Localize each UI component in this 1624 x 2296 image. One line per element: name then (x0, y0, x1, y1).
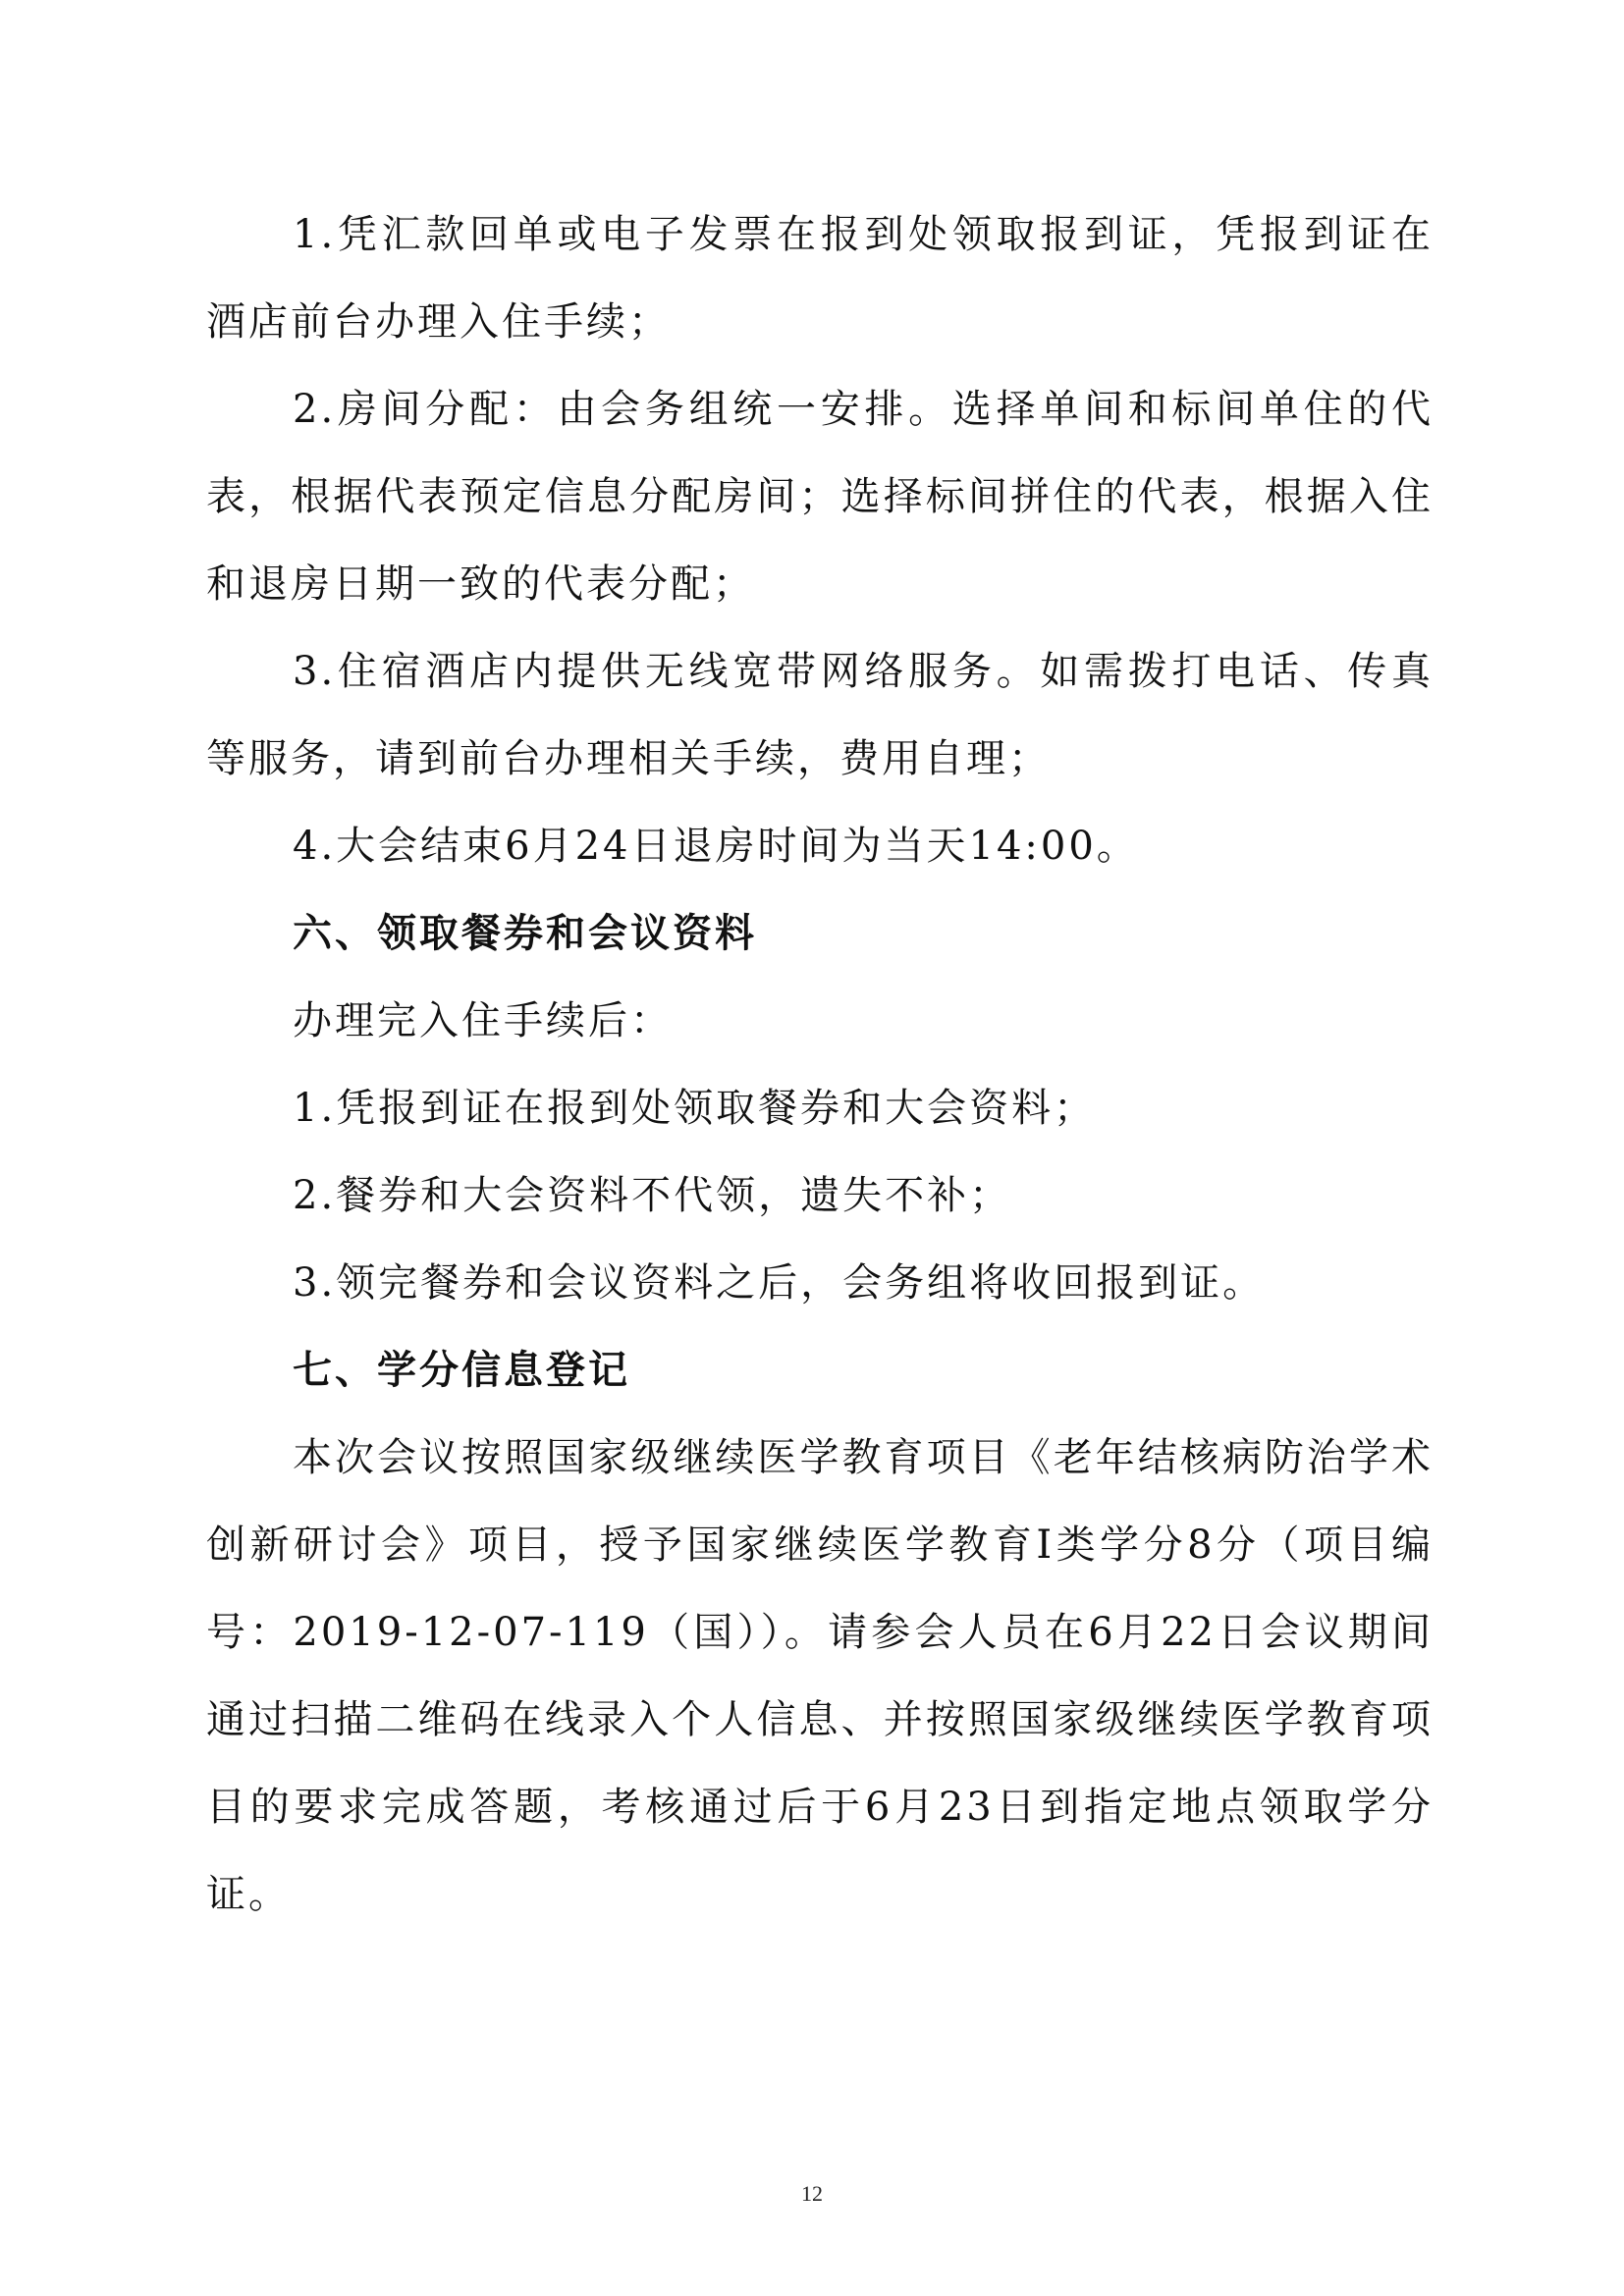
paragraph-collect-tickets: 1.凭报到证在报到处领取餐券和大会资料； (293, 1086, 1097, 1131)
page-number: 12 (801, 2181, 823, 2206)
paragraph-no-proxy: 2.餐券和大会资料不代领，遗失不补； (293, 1173, 1012, 1218)
section-heading-credit-registration: 七、学分信息登记 (293, 1348, 630, 1393)
paragraph-credit-details: 本次会议按照国家级继续医学教育项目《老年结核病防治学术创新研讨会》项目，授予国家继续医学教育Ⅰ类学分8分（项目编号：2019-12-07-119（国））。请参会人员在6月22日会议期间通过扫描二维码在线录入个人信息、并按照国家级继续医学教育项目的要求完成答题，考核通过后于6月23日到指定地点领取学分证。 (206, 1435, 1434, 1917)
paragraph-hotel-services: 3.住宿酒店内提供无线宽带网络服务。如需拨打电话、传真等服务，请到前台办理相关手续，费用自理； (206, 649, 1434, 781)
paragraph-checkout-time: 4.大会结束6月24日退房时间为当天14:00。 (293, 824, 1139, 869)
paragraph-room-allocation: 2.房间分配：由会务组统一安排。选择单间和标间单住的代表，根据代表预定信息分配房间；选择标间拼住的代表，根据入住和退房日期一致的代表分配； (206, 387, 1434, 607)
paragraph-after-checkin: 办理完入住手续后： (293, 998, 673, 1043)
paragraph-checkin-receipt: 1.凭汇款回单或电子发票在报到处领取报到证，凭报到证在酒店前台办理入住手续； (206, 212, 1434, 345)
paragraph-return-certificate: 3.领完餐券和会议资料之后，会务组将收回报到证。 (293, 1260, 1266, 1306)
document-body (206, 191, 1434, 1939)
section-heading-meal-tickets: 六、领取餐券和会议资料 (293, 911, 757, 956)
